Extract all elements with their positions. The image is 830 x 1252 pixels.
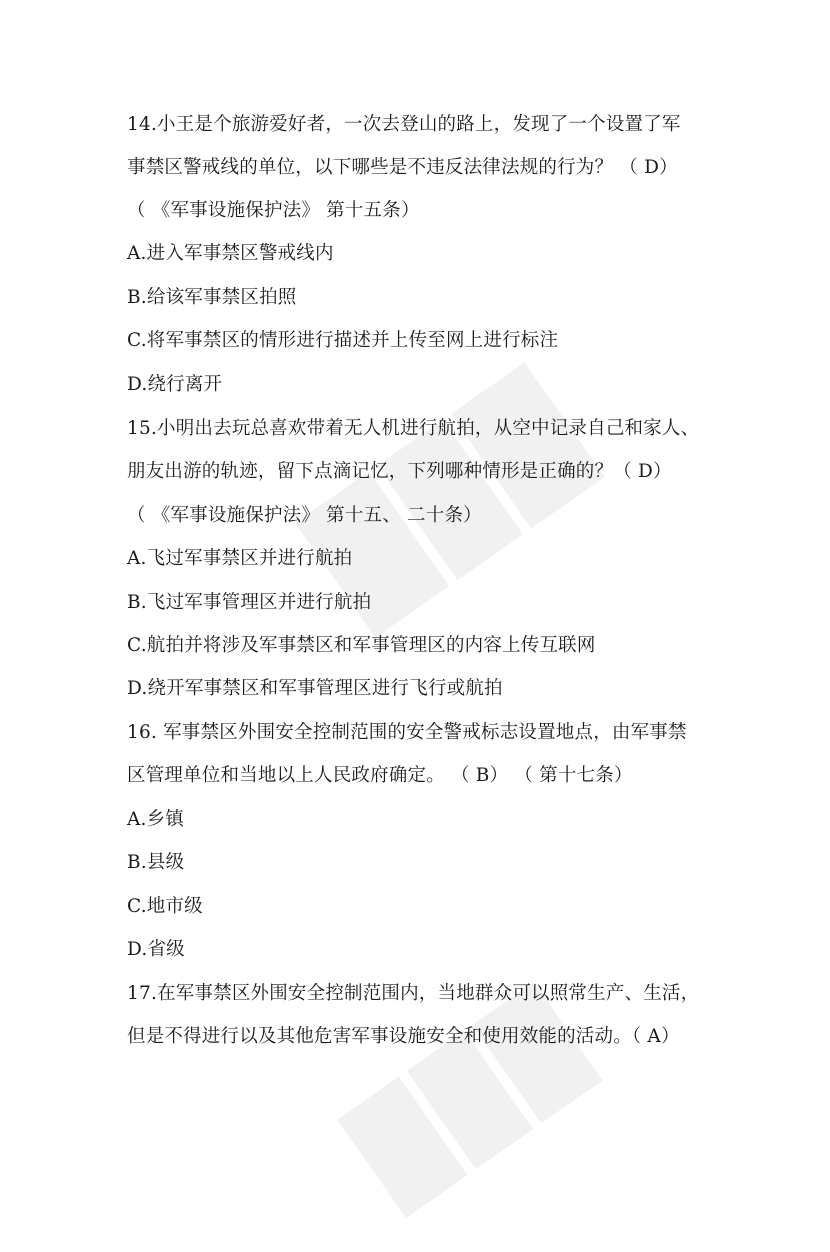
q15-option-d: D.绕开军事禁区和军事管理区进行飞行或航拍 (127, 678, 503, 699)
q14-option-c: C.将军事禁区的情形进行描述并上传至网上进行标注 (127, 330, 559, 351)
q15-line-2: 朋友出游的轨迹，留下点滴记忆，下列哪种情形是正确的？（ D） (127, 461, 672, 482)
q15-line-1: 15.小明出去玩总喜欢带着无人机进行航拍，从空中记录自己和家人、 (127, 418, 700, 439)
q14-line-2: 事禁区警戒线的单位，以下哪些是不违反法律法规的行为？ （ D） (127, 157, 678, 178)
q16-option-d: D.省级 (127, 939, 185, 960)
q16-line-2: 区管理单位和当地以上人民政府确定。 （ B） （ 第十七条） (127, 765, 633, 786)
q15-reference: （ 《军事设施保护法》 第十五、 二十条） (127, 505, 482, 526)
q14-option-d: D.绕行离开 (127, 374, 223, 395)
q16-option-c: C.地市级 (127, 896, 203, 917)
q15-option-c: C.航拍并将涉及军事禁区和军事管理区的内容上传互联网 (127, 635, 596, 656)
q16-line-1: 16. 军事禁区外围安全控制范围的安全警戒标志设置地点，由军事禁 (127, 722, 687, 743)
q16-option-a: A.乡镇 (127, 809, 185, 830)
q17-line-1: 17.在军事禁区外围安全控制范围内，当地群众可以照常生产、生活， (127, 983, 700, 1004)
q14-reference: （ 《军事设施保护法》 第十五条） (127, 200, 420, 221)
q16-option-b: B.县级 (127, 852, 185, 873)
q15-option-a: A.飞过军事禁区并进行航拍 (127, 548, 353, 569)
q14-line-1: 14.小王是个旅游爱好者，一次去登山的路上，发现了一个设置了军 (127, 114, 681, 135)
q14-option-b: B.给该军事禁区拍照 (127, 287, 297, 308)
q15-option-b: B.飞过军事管理区并进行航拍 (127, 592, 372, 613)
q17-line-2: 但是不得进行以及其他危害军事设施安全和使用效能的活动。（ A） (127, 1026, 680, 1047)
q14-option-a: A.进入军事禁区警戒线内 (127, 243, 334, 264)
